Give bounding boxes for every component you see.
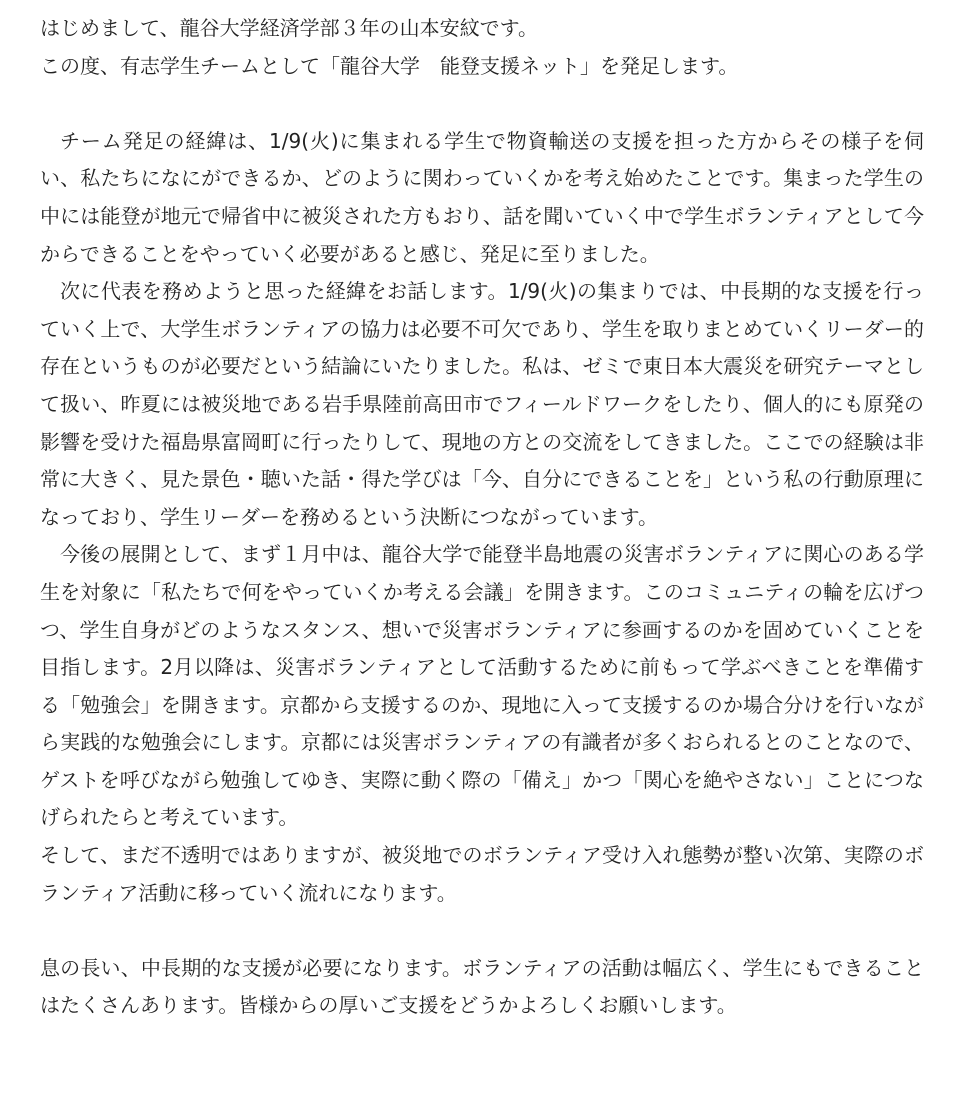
blank-line	[40, 912, 924, 950]
document-body	[40, 10, 924, 1025]
paragraph-background: チーム発足の経緯は、1/9(火)に集まれる学生で物資輸送の支援を担った方からその様子を伺い、私たちになにができるか、どのように関わっていくかを考え始めたことです。集まった学生の中には能登が地元で帰省中に被災された方もおり、話を聞いていく中で学生ボランティアとして今からできることをやっていく必要があると感じ、発足に至りました。	[40, 128, 924, 266]
intro-line-1: はじめまして、龍谷大学経済学部３年の山本安紋です。	[40, 16, 538, 40]
paragraph-leadership: 次に代表を務めようと思った経緯をお話します。1/9(火)の集まりでは、中長期的な支援を行っていく上で、大学生ボランティアの協力は必要不可欠であり、学生を取りまとめていくリーダー的存在というものが必要だという結論にいたりました。私は、ゼミで東日本大震災を研究テーマとして扱い、昨夏には被災地である岩手県陸前高田市でフィールドワークをしたり、個人的にも原発の影響を受けた福島県富岡町に行ったりして、現地の方との交流をしてきました。ここでの経験は非常に大きく、見た景色・聴いた話・得た学びは「今、自分にできることを」という私の行動原理になっており、学生リーダーを務めるという決断につながっています。	[40, 279, 924, 529]
paragraph-closing: 息の長い、中長期的な支援が必要になります。ボランティアの活動は幅広く、学生にもできることはたくさんあります。皆様からの厚いご支援をどうかよろしくお願いします。	[40, 955, 924, 1018]
intro-line-2: この度、有志学生チームとして「龍谷大学 能登支援ネット」を発足します。	[40, 53, 739, 78]
paragraph-continuation: そして、まだ不透明ではありますが、被災地でのボランティア受け入れ態勢が整い次第、実際のボランティア活動に移っていく流れになります。	[40, 843, 924, 905]
blank-line	[40, 85, 924, 123]
paragraph-plans: 今後の展開として、まず１月中は、龍谷大学で能登半島地震の災害ボランティアに関心のある学生を対象に「私たちで何をやっていくか考える会議」を開きます。このコミュニティの輪を広げつつ、学生自身がどのようなスタンス、想いで災害ボランティアに参画するのかを固めていくことを目指します。2月以降は、災害ボランティアとして活動するために前もって学ぶべきことを準備する「勉強会」を開きます。京都から支援するのか、現地に入って支援するのか場合分けを行いながら実践的な勉強会にします。京都には災害ボランティアの有識者が多くおられるとのことなので、ゲストを呼びながら勉強してゆき、実際に動く際の「備え」かつ「関心を絶やさない」ことにつなげられたらと考えています。	[40, 542, 924, 830]
